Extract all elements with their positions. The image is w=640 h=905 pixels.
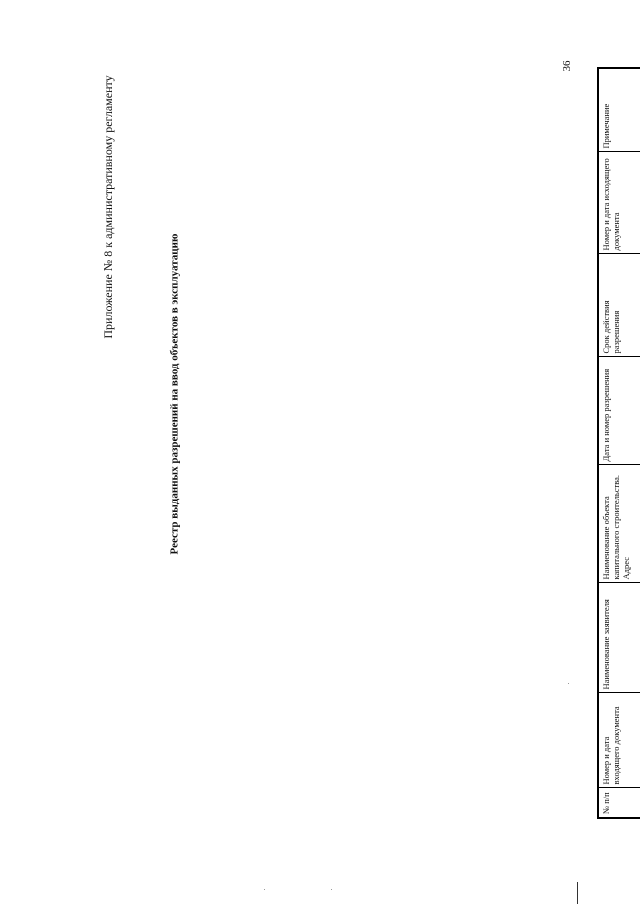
column-header-object-address: Наименование объекта капитального строительства. Адрес	[598, 465, 640, 583]
column-header-outgoing-doc: Номер и дата исходящего документа	[598, 152, 640, 254]
column-header-note: Примечание	[598, 68, 640, 152]
column-header-permit-date-number: Дата и номер разрешения	[598, 357, 640, 465]
scan-speck	[568, 683, 569, 684]
column-header-incoming-doc: Номер и дата входящего документа	[598, 693, 640, 788]
appendix-label: Приложение № 8 к административному регламенту	[101, 75, 115, 339]
page-number: 36	[561, 60, 573, 72]
column-header-permit-validity: Срок действия разрешения	[598, 254, 640, 357]
table-header-row	[598, 68, 640, 818]
registry-table	[597, 69, 640, 819]
scan-margin-line	[577, 882, 578, 904]
column-header-applicant: Наименование заявителя	[598, 583, 640, 693]
column-header-number: № п/п	[598, 788, 640, 818]
document-title: Реестр выданных разрешений на ввод объектов в эксплуатацию	[168, 233, 181, 555]
scan-speck	[331, 889, 332, 890]
scan-speck	[264, 889, 265, 890]
